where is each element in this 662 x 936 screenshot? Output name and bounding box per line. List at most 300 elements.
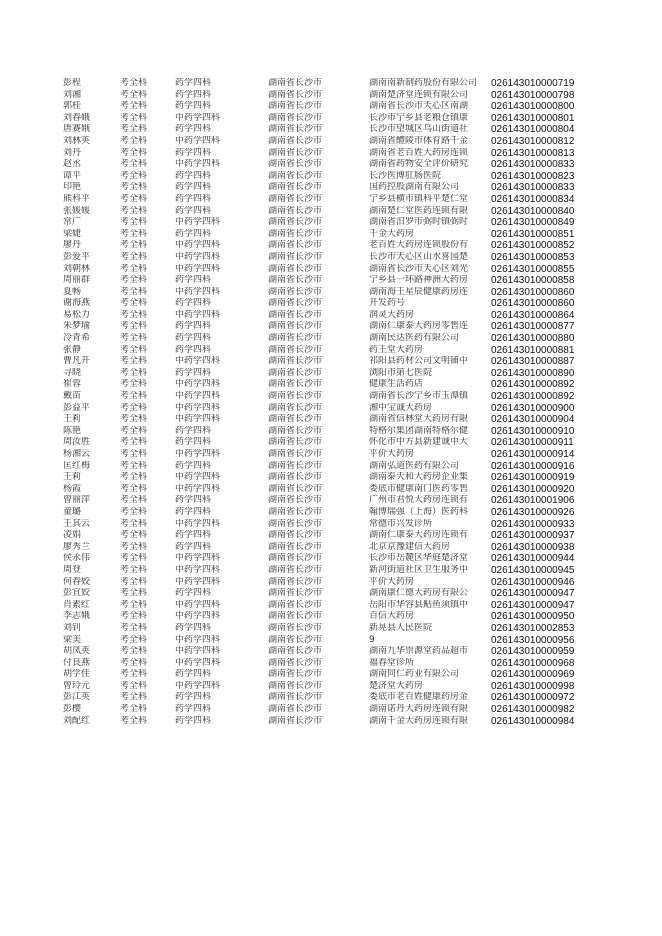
region-cell: 湖南省长沙市 bbox=[268, 159, 323, 170]
organization-cell: 广州市君悦大药房连锁有 bbox=[369, 495, 469, 506]
name-cell: 郭桂 bbox=[63, 101, 82, 112]
organization-cell: 湖南千金大药房连锁有限 bbox=[369, 715, 469, 726]
table-row bbox=[0, 635, 601, 647]
name-cell: 张静 bbox=[63, 344, 82, 355]
exam-type-cell: 考全科 bbox=[120, 333, 148, 344]
region-cell: 湖南省长沙市 bbox=[268, 460, 323, 471]
registration-table-sheet bbox=[0, 78, 662, 727]
table-row bbox=[0, 391, 601, 403]
organization-cell: 常德市兴发诊所 bbox=[369, 518, 433, 529]
name-cell: 赵丞 bbox=[63, 159, 82, 170]
name-cell: 杨湘云 bbox=[63, 449, 91, 459]
id-number-cell: 026143010000880 bbox=[491, 333, 575, 345]
name-cell: 周丽群 bbox=[63, 275, 91, 286]
exam-type-cell: 考全科 bbox=[120, 646, 148, 657]
name-cell: 胡学佳 bbox=[63, 669, 91, 680]
subject-cell: 药学四科 bbox=[175, 541, 212, 552]
table-row bbox=[0, 507, 601, 519]
subject-cell: 中药学四科 bbox=[175, 657, 221, 668]
table-row bbox=[0, 78, 601, 90]
id-number-cell: 026143010000853 bbox=[491, 251, 575, 263]
organization-cell: 宁乡县一环路神洲大药房 bbox=[369, 275, 469, 286]
id-number-cell: 026143010000920 bbox=[491, 483, 575, 495]
subject-cell: 中药学四科 bbox=[175, 611, 221, 622]
organization-cell: 长沙市望城区乌山街道社 bbox=[369, 124, 469, 135]
subject-cell: 中药学四科 bbox=[175, 599, 221, 610]
id-number-cell: 026143010000946 bbox=[491, 576, 575, 588]
table-row bbox=[0, 600, 601, 612]
id-number-cell: 026143010000933 bbox=[491, 518, 575, 530]
name-cell: 寻晓 bbox=[63, 367, 82, 378]
id-number-cell: 026143010000801 bbox=[491, 112, 575, 124]
organization-cell: 新河街道社区卫生服务中 bbox=[369, 564, 469, 575]
region-cell: 湖南省长沙市 bbox=[268, 449, 323, 459]
region-cell: 湖南省长沙市 bbox=[268, 263, 323, 274]
exam-type-cell: 考全科 bbox=[120, 437, 148, 448]
exam-type-cell: 考全科 bbox=[120, 170, 148, 181]
name-cell: 张媛媛 bbox=[63, 205, 91, 216]
table-row bbox=[0, 310, 601, 322]
id-number-cell: 026143010000887 bbox=[491, 356, 575, 368]
table-row bbox=[0, 495, 601, 507]
organization-cell: 北京京豫建信大药房 bbox=[369, 541, 451, 552]
subject-cell: 药学四科 bbox=[175, 228, 212, 239]
table-row bbox=[0, 472, 601, 484]
subject-cell: 中药学四科 bbox=[175, 263, 221, 274]
organization-cell: 祁阳县药材公司文明铺中 bbox=[369, 356, 469, 367]
id-number-cell: 026143010002853 bbox=[491, 622, 575, 634]
exam-type-cell: 考全科 bbox=[120, 460, 148, 471]
table-row bbox=[0, 692, 601, 704]
name-cell: 谢海燕 bbox=[63, 298, 91, 309]
organization-cell: 湖南省汨罗市弼时镇弼时 bbox=[369, 217, 469, 228]
organization-cell: 开发药号 bbox=[369, 298, 406, 309]
organization-cell: 老百姓大药房连锁股份有 bbox=[369, 240, 469, 251]
subject-cell: 药学四科 bbox=[175, 89, 212, 100]
exam-type-cell: 考全科 bbox=[120, 634, 148, 645]
id-number-cell: 026143010000998 bbox=[491, 680, 575, 692]
table-row bbox=[0, 623, 601, 635]
table-row bbox=[0, 437, 601, 449]
id-number-cell: 026143010000950 bbox=[491, 611, 575, 623]
table-row bbox=[0, 101, 601, 113]
region-cell: 湖南省长沙市 bbox=[268, 553, 323, 564]
name-cell: 陈艳 bbox=[63, 425, 82, 436]
table-row bbox=[0, 345, 601, 357]
exam-type-cell: 考全科 bbox=[120, 541, 148, 552]
subject-cell: 药学四科 bbox=[175, 622, 212, 633]
subject-cell: 中药学四科 bbox=[175, 251, 221, 262]
name-cell: 印艳 bbox=[63, 182, 82, 193]
region-cell: 湖南省长沙市 bbox=[268, 182, 323, 193]
id-number-cell: 026143010000849 bbox=[491, 217, 575, 229]
region-cell: 湖南省长沙市 bbox=[268, 217, 323, 228]
organization-cell: 湖南省老百姓大药房连锁 bbox=[369, 147, 469, 158]
name-cell: 王其云 bbox=[63, 518, 91, 529]
table-row bbox=[0, 287, 601, 299]
exam-type-cell: 考全科 bbox=[120, 124, 148, 135]
exam-type-cell: 考全科 bbox=[120, 367, 148, 378]
region-cell: 湖南省长沙市 bbox=[268, 588, 323, 599]
name-cell: 刘配红 bbox=[63, 715, 91, 726]
organization-cell: 楚济堂大药房 bbox=[369, 680, 424, 691]
subject-cell: 中药学四科 bbox=[175, 309, 221, 320]
organization-cell: 长沙市宁乡县老粮仓镇康 bbox=[369, 112, 469, 123]
table-row bbox=[0, 171, 601, 183]
region-cell: 湖南省长沙市 bbox=[268, 437, 323, 448]
table-row bbox=[0, 646, 601, 658]
table-row bbox=[0, 611, 601, 623]
organization-cell: 湖南省长沙市天心区南湖 bbox=[369, 101, 469, 112]
region-cell: 湖南省长沙市 bbox=[268, 356, 323, 367]
subject-cell: 中药学四科 bbox=[175, 286, 221, 297]
exam-type-cell: 考全科 bbox=[120, 379, 148, 390]
table-row bbox=[0, 298, 601, 310]
organization-cell: 湘中宝诚大药房 bbox=[369, 402, 433, 413]
name-cell: 彭程 bbox=[63, 78, 82, 88]
organization-cell: 湖南仁康泰大药房零售连 bbox=[369, 321, 469, 332]
table-row bbox=[0, 484, 601, 496]
region-cell: 湖南省长沙市 bbox=[268, 495, 323, 506]
region-cell: 湖南省长沙市 bbox=[268, 228, 323, 239]
name-cell: 付良燕 bbox=[63, 657, 91, 668]
id-number-cell: 026143010000982 bbox=[491, 704, 575, 716]
exam-type-cell: 考全科 bbox=[120, 483, 148, 494]
region-cell: 湖南省长沙市 bbox=[268, 275, 323, 286]
table-row bbox=[0, 530, 601, 542]
region-cell: 湖南省长沙市 bbox=[268, 657, 323, 668]
region-cell: 湖南省长沙市 bbox=[268, 286, 323, 297]
subject-cell: 中药学四科 bbox=[175, 112, 221, 123]
table-row bbox=[0, 461, 601, 473]
subject-cell: 药学四科 bbox=[175, 205, 212, 216]
exam-type-cell: 考全科 bbox=[120, 263, 148, 274]
id-number-cell: 026143010000984 bbox=[491, 715, 575, 727]
id-number-cell: 026143010000890 bbox=[491, 367, 575, 379]
id-number-cell: 026143010000892 bbox=[491, 391, 575, 403]
region-cell: 湖南省长沙市 bbox=[268, 472, 323, 483]
region-cell: 湖南省长沙市 bbox=[268, 240, 323, 251]
table-row bbox=[0, 704, 601, 716]
name-cell: 童璐 bbox=[63, 506, 82, 517]
exam-type-cell: 考全科 bbox=[120, 159, 148, 170]
subject-cell: 中药学四科 bbox=[175, 553, 221, 564]
exam-type-cell: 考全科 bbox=[120, 530, 148, 541]
subject-cell: 中药学四科 bbox=[175, 391, 221, 402]
id-number-cell: 026143010000804 bbox=[491, 124, 575, 136]
table-row bbox=[0, 159, 601, 171]
id-number-cell: 026143010000911 bbox=[491, 437, 574, 449]
name-cell: 王莉 bbox=[63, 414, 82, 425]
organization-cell: 湖南同仁药业有限公司 bbox=[369, 669, 460, 680]
name-cell: 曾玲元 bbox=[63, 680, 91, 691]
subject-cell: 中药学四科 bbox=[175, 402, 221, 413]
id-number-cell: 026143010000900 bbox=[491, 402, 575, 414]
id-number-cell: 026143010000855 bbox=[491, 263, 575, 275]
subject-cell: 药学四科 bbox=[175, 588, 212, 599]
table-row bbox=[0, 321, 601, 333]
name-cell: 熊科平 bbox=[63, 193, 91, 204]
id-number-cell: 026143010000914 bbox=[491, 449, 575, 460]
table-row bbox=[0, 658, 601, 670]
organization-cell: 湖南楚仁堂医药连锁有限 bbox=[369, 205, 469, 216]
organization-cell: 百信大药房 bbox=[369, 611, 415, 622]
subject-cell: 中药学四科 bbox=[175, 483, 221, 494]
exam-type-cell: 考全科 bbox=[120, 298, 148, 309]
table-row bbox=[0, 217, 601, 229]
table-body bbox=[0, 78, 601, 727]
organization-cell: 宁乡县横市镇科平楚仁堂 bbox=[369, 193, 469, 204]
exam-type-cell: 考全科 bbox=[120, 147, 148, 158]
subject-cell: 药学四科 bbox=[175, 367, 212, 378]
table-row bbox=[0, 275, 601, 287]
name-cell: 胡凤英 bbox=[63, 646, 91, 657]
id-number-cell: 026143010000860 bbox=[491, 298, 575, 310]
table-row bbox=[0, 124, 601, 136]
region-cell: 湖南省长沙市 bbox=[268, 309, 323, 320]
id-number-cell: 026143010000938 bbox=[491, 541, 575, 553]
table-row bbox=[0, 553, 601, 565]
subject-cell: 药学四科 bbox=[175, 193, 212, 204]
table-row bbox=[0, 669, 601, 681]
organization-cell: 湖南省长沙宁乡市玉潭镇 bbox=[369, 391, 469, 402]
exam-type-cell: 考全科 bbox=[120, 495, 148, 506]
table-row bbox=[0, 206, 601, 218]
subject-cell: 药学四科 bbox=[175, 275, 212, 286]
name-cell: 梁美 bbox=[63, 634, 82, 645]
subject-cell: 药学四科 bbox=[175, 321, 212, 332]
organization-cell: 浏阳市第七医院 bbox=[369, 367, 433, 378]
name-cell: 易松力 bbox=[63, 309, 91, 320]
exam-type-cell: 考全科 bbox=[120, 89, 148, 100]
table-row bbox=[0, 588, 601, 600]
subject-cell: 中药学四科 bbox=[175, 680, 221, 691]
subject-cell: 药学四科 bbox=[175, 530, 212, 541]
region-cell: 湖南省长沙市 bbox=[268, 680, 323, 691]
region-cell: 湖南省长沙市 bbox=[268, 704, 323, 715]
organization-cell: 特格尔集团湖南特格尔健 bbox=[369, 425, 469, 436]
table-row bbox=[0, 542, 601, 554]
table-row bbox=[0, 333, 601, 345]
table-row bbox=[0, 182, 601, 194]
subject-cell: 中药学四科 bbox=[175, 240, 221, 251]
exam-type-cell: 考全科 bbox=[120, 205, 148, 216]
organization-cell: 新晃县人民医院 bbox=[369, 622, 433, 633]
exam-type-cell: 考全科 bbox=[120, 576, 148, 587]
organization-cell: 翰博瑞强（上海）医药科 bbox=[369, 506, 469, 517]
organization-cell: 平价大药房 bbox=[369, 449, 415, 459]
organization-cell: 平价大药房 bbox=[369, 576, 415, 587]
subject-cell: 中药学四科 bbox=[175, 135, 221, 146]
region-cell: 湖南省长沙市 bbox=[268, 298, 323, 309]
id-number-cell: 026143010000833 bbox=[491, 182, 575, 194]
name-cell: 夏畅 bbox=[63, 286, 82, 297]
region-cell: 湖南省长沙市 bbox=[268, 715, 323, 726]
region-cell: 湖南省长沙市 bbox=[268, 518, 323, 529]
region-cell: 湖南省长沙市 bbox=[268, 483, 323, 494]
region-cell: 湖南省长沙市 bbox=[268, 101, 323, 112]
subject-cell: 中药学四科 bbox=[175, 356, 221, 367]
exam-type-cell: 考全科 bbox=[120, 391, 148, 402]
name-cell: 彭爱平 bbox=[63, 251, 91, 262]
id-number-cell: 026143010000823 bbox=[491, 170, 575, 182]
id-number-cell: 026143010000972 bbox=[491, 692, 575, 704]
table-row bbox=[0, 356, 601, 368]
table-row bbox=[0, 449, 601, 461]
region-cell: 湖南省长沙市 bbox=[268, 321, 323, 332]
name-cell: 谭平 bbox=[63, 170, 82, 181]
id-number-cell: 026143010000834 bbox=[491, 193, 575, 205]
exam-type-cell: 考全科 bbox=[120, 472, 148, 483]
name-cell: 曹凡开 bbox=[63, 356, 91, 367]
name-cell: 何春姣 bbox=[63, 576, 91, 587]
id-number-cell: 026143010000864 bbox=[491, 309, 575, 321]
id-number-cell: 026143010000937 bbox=[491, 530, 575, 542]
region-cell: 湖南省长沙市 bbox=[268, 611, 323, 622]
id-number-cell: 026143010000947 bbox=[491, 599, 575, 611]
table-row bbox=[0, 148, 601, 160]
exam-type-cell: 考全科 bbox=[120, 692, 148, 703]
subject-cell: 药学四科 bbox=[175, 715, 212, 726]
id-number-cell: 026143010000944 bbox=[491, 553, 575, 565]
exam-type-cell: 考全科 bbox=[120, 251, 148, 262]
subject-cell: 药学四科 bbox=[175, 170, 212, 181]
name-cell: 唐赛娥 bbox=[63, 124, 91, 135]
region-cell: 湖南省长沙市 bbox=[268, 692, 323, 703]
subject-cell: 药学四科 bbox=[175, 460, 212, 471]
id-number-cell: 026143010000892 bbox=[491, 379, 575, 391]
subject-cell: 药学四科 bbox=[175, 506, 212, 517]
organization-cell: 长沙市天心区山水喜园楚 bbox=[369, 251, 469, 262]
region-cell: 湖南省长沙市 bbox=[268, 147, 323, 158]
region-cell: 湖南省长沙市 bbox=[268, 425, 323, 436]
name-cell: 廖丹 bbox=[63, 240, 82, 251]
name-cell: 周登 bbox=[63, 564, 82, 575]
name-cell: 崔蓉 bbox=[63, 379, 82, 390]
id-number-cell: 026143010000910 bbox=[491, 425, 575, 437]
name-cell: 肖素红 bbox=[63, 599, 91, 610]
subject-cell: 药学四科 bbox=[175, 147, 212, 158]
name-cell: 廖秀兰 bbox=[63, 541, 91, 552]
region-cell: 湖南省长沙市 bbox=[268, 414, 323, 425]
region-cell: 湖南省长沙市 bbox=[268, 402, 323, 413]
organization-cell: 湖南海王星辰健康药房连 bbox=[369, 286, 469, 297]
subject-cell: 药学四科 bbox=[175, 437, 212, 448]
organization-cell: 湖南泰天和大药房企业集 bbox=[369, 472, 469, 483]
subject-cell: 药学四科 bbox=[175, 425, 212, 436]
region-cell: 湖南省长沙市 bbox=[268, 112, 323, 123]
table-row bbox=[0, 194, 601, 206]
exam-type-cell: 考全科 bbox=[120, 182, 148, 193]
exam-type-cell: 考全科 bbox=[120, 425, 148, 436]
subject-cell: 药学四科 bbox=[175, 182, 212, 193]
id-number-cell: 026143010000840 bbox=[491, 205, 575, 217]
exam-type-cell: 考全科 bbox=[120, 680, 148, 691]
table-row bbox=[0, 565, 601, 577]
name-cell: 杨霞 bbox=[63, 483, 82, 494]
subject-cell: 药学四科 bbox=[175, 333, 212, 344]
organization-cell: 药王堂大药房 bbox=[369, 344, 424, 355]
exam-type-cell: 考全科 bbox=[120, 286, 148, 297]
name-cell: 刘朝林 bbox=[63, 263, 91, 274]
region-cell: 湖南省长沙市 bbox=[268, 564, 323, 575]
organization-cell: 湖南省药物安全评价研究 bbox=[369, 159, 469, 170]
id-number-cell: 026143010000956 bbox=[491, 634, 575, 646]
id-number-cell: 026143010000813 bbox=[491, 147, 575, 159]
region-cell: 湖南省长沙市 bbox=[268, 124, 323, 135]
exam-type-cell: 考全科 bbox=[120, 564, 148, 575]
exam-type-cell: 考全科 bbox=[120, 657, 148, 668]
id-number-cell: 026143010000860 bbox=[491, 286, 575, 298]
exam-type-cell: 考全科 bbox=[120, 414, 148, 425]
id-number-cell: 026143010000800 bbox=[491, 101, 575, 113]
exam-type-cell: 考全科 bbox=[120, 217, 148, 228]
subject-cell: 药学四科 bbox=[175, 344, 212, 355]
organization-cell: 国药控股湖南有限公司 bbox=[369, 182, 460, 193]
id-number-cell: 026143010000919 bbox=[491, 472, 575, 484]
table-row bbox=[0, 414, 601, 426]
subject-cell: 中药学四科 bbox=[175, 159, 221, 170]
subject-cell: 药学四科 bbox=[175, 124, 212, 135]
organization-cell: 湖南省醴陵市体育路千金 bbox=[369, 135, 469, 146]
region-cell: 湖南省长沙市 bbox=[268, 541, 323, 552]
exam-type-cell: 考全科 bbox=[120, 309, 148, 320]
table-row bbox=[0, 252, 601, 264]
subject-cell: 中药学四科 bbox=[175, 449, 221, 459]
exam-type-cell: 考全科 bbox=[120, 518, 148, 529]
organization-cell: 湖南诺丹大药房连锁有限 bbox=[369, 704, 469, 715]
id-number-cell: 026143010000812 bbox=[491, 135, 575, 147]
region-cell: 湖南省长沙市 bbox=[268, 78, 323, 88]
exam-type-cell: 考全科 bbox=[120, 228, 148, 239]
id-number-cell: 026143010000916 bbox=[491, 460, 575, 472]
table-row bbox=[0, 577, 601, 589]
name-cell: 彭益平 bbox=[63, 402, 91, 413]
name-cell: 常广 bbox=[63, 217, 82, 228]
region-cell: 湖南省长沙市 bbox=[268, 506, 323, 517]
exam-type-cell: 考全科 bbox=[120, 588, 148, 599]
subject-cell: 中药学四科 bbox=[175, 576, 221, 587]
exam-type-cell: 考全科 bbox=[120, 112, 148, 123]
organization-cell: 湖南弘道医药有限公司 bbox=[369, 460, 460, 471]
name-cell: 刘春娥 bbox=[63, 112, 91, 123]
exam-type-cell: 考全科 bbox=[120, 135, 148, 146]
name-cell: 朱梦瑜 bbox=[63, 321, 91, 332]
subject-cell: 药学四科 bbox=[175, 495, 212, 506]
name-cell: 梁婕 bbox=[63, 228, 82, 239]
id-number-cell: 026143010000858 bbox=[491, 275, 575, 287]
id-number-cell: 026143010000945 bbox=[491, 564, 575, 576]
exam-type-cell: 考全科 bbox=[120, 599, 148, 610]
name-cell: 刘丹 bbox=[63, 147, 82, 158]
organization-cell: 怀化市中方县新建诚中大 bbox=[369, 437, 469, 448]
region-cell: 湖南省长沙市 bbox=[268, 379, 323, 390]
table-row bbox=[0, 368, 601, 380]
exam-type-cell: 考全科 bbox=[120, 506, 148, 517]
organization-cell: 湖南康仁德大药房有限公 bbox=[369, 588, 469, 599]
name-cell: 周汝胜 bbox=[63, 437, 91, 448]
id-number-cell: 026143010000833 bbox=[491, 159, 575, 171]
region-cell: 湖南省长沙市 bbox=[268, 193, 323, 204]
region-cell: 湖南省长沙市 bbox=[268, 669, 323, 680]
exam-type-cell: 考全科 bbox=[120, 78, 148, 88]
exam-type-cell: 考全科 bbox=[120, 193, 148, 204]
name-cell: 匡红梅 bbox=[63, 460, 91, 471]
region-cell: 湖南省长沙市 bbox=[268, 333, 323, 344]
organization-cell: 岳阳市华容县鲇鱼须镇中 bbox=[369, 599, 469, 610]
region-cell: 湖南省长沙市 bbox=[268, 205, 323, 216]
organization-cell: 福春堂诊所 bbox=[369, 657, 415, 668]
